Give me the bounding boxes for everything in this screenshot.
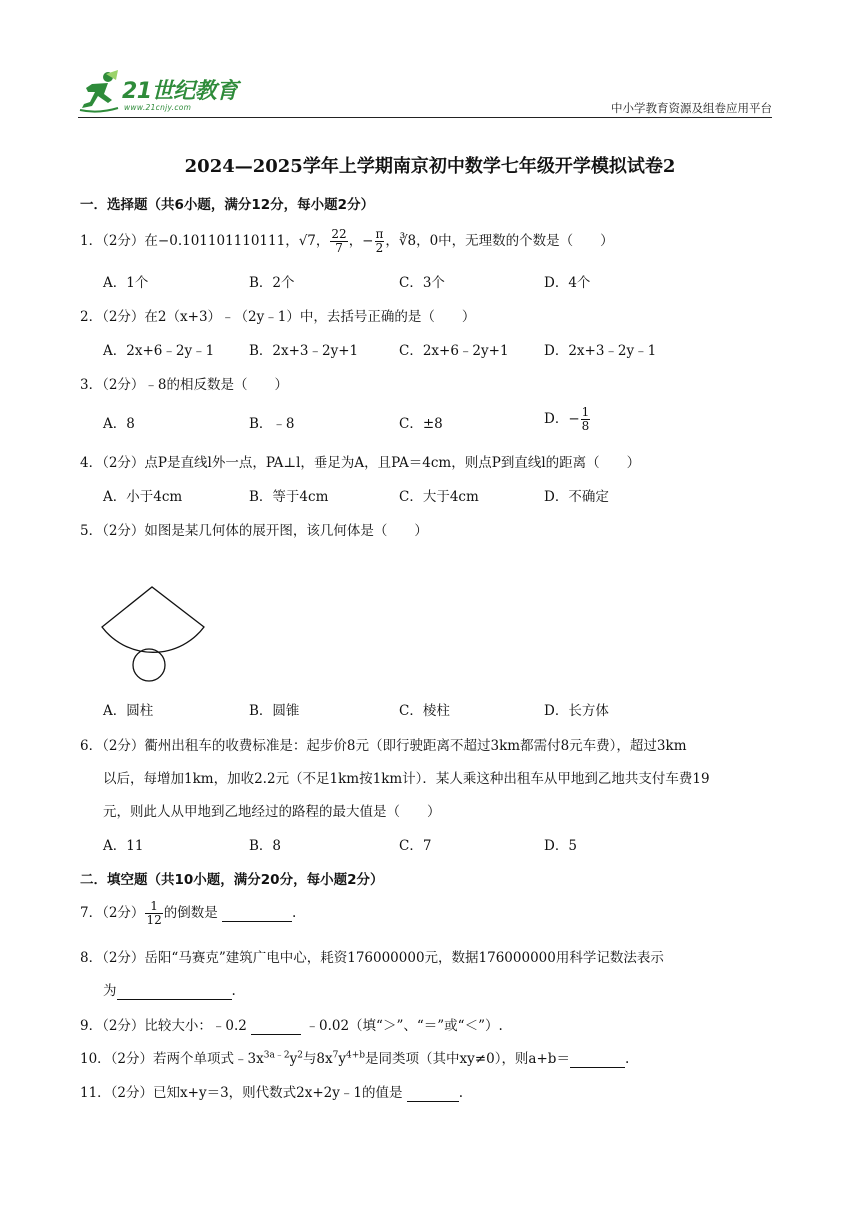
q11-end: . (458, 1085, 464, 1101)
q11-answer-blank[interactable] (407, 1085, 459, 1102)
q4-options (103, 485, 793, 505)
q1-options (103, 271, 793, 291)
q10-y1: y (289, 1051, 298, 1067)
q1-option-d[interactable]: D．4个 (544, 275, 591, 291)
question-4: 4．（2分）点P是直线l外一点，PA⊥l，垂足为A，且PA＝4cm，则点P到直线l的距离（ ） (80, 455, 641, 471)
q9-answer-blank[interactable] (251, 1018, 301, 1035)
q3-d-num: 1 (581, 405, 590, 419)
q3-option-c[interactable]: C．±8 (399, 416, 443, 432)
q10-exp-4: 4+b (346, 1050, 366, 1061)
q3-option-a[interactable]: A．8 (103, 416, 135, 432)
q6-option-b[interactable]: B．8 (249, 838, 282, 854)
question-5: 5．（2分）如图是某几何体的展开图，该几何体是（ ） (80, 523, 428, 539)
q2-option-b[interactable]: B．2x+3﹣2y+1 (249, 343, 359, 359)
q7-answer-blank[interactable] (222, 905, 292, 922)
q5-option-a[interactable]: A．圆柱 (103, 703, 154, 719)
q10-exp-3: 7 (332, 1050, 339, 1061)
q1-option-b[interactable]: B．2个 (249, 275, 295, 291)
q1-pi-den: 2 (375, 241, 384, 255)
q4-option-d[interactable]: D．不确定 (544, 489, 609, 505)
q3-option-b[interactable]: B．﹣8 (249, 416, 295, 432)
q5-option-b[interactable]: B．圆锥 (249, 703, 300, 719)
q10-suffix: 是同类项（其中xy≠0），则a+b＝ (365, 1051, 570, 1067)
question-6-line-3: 元，则此人从甲地到乙地经过的路程的最大值是（ ） (103, 804, 441, 820)
q2-option-d[interactable]: D．2x+3﹣2y﹣1 (544, 343, 657, 359)
q3-option-d-label: D．− (544, 411, 580, 427)
q7-den: 12 (146, 913, 162, 927)
q8-end: . (231, 983, 236, 999)
q3-option-d-fraction (581, 406, 591, 433)
q7-prefix: 7．（2分） (80, 905, 145, 921)
q8-answer-blank[interactable] (117, 983, 232, 1000)
question-8-line-1: 8．（2分）岳阳“马赛克”建筑广电中心，耗资176000000元，数据176000000用科学记数法表示 (80, 950, 664, 966)
site-logo (78, 68, 248, 116)
header-rule (78, 117, 772, 118)
q9-prefix: 9．（2分）比较大小：﹣0.2 (80, 1018, 247, 1034)
question-7 (80, 900, 296, 927)
q7-num: 1 (145, 900, 162, 914)
q2-option-a[interactable]: A．2x+6﹣2y﹣1 (103, 343, 215, 359)
q1-option-a[interactable]: A．1个 (103, 275, 149, 291)
q4-option-b[interactable]: B．等于4cm (249, 489, 329, 505)
logo-text: 21世纪教育 (122, 79, 238, 104)
q2-options (103, 339, 793, 359)
logo-url: www.21cnjy.com (124, 103, 192, 112)
question-6-line-1: 6．（2分）衢州出租车的收费标准是：起步价8元（即行驶距离不超过3km都需付8元车费），超过3km (80, 738, 687, 754)
q6-options (103, 834, 793, 854)
q10-answer-blank[interactable] (570, 1051, 625, 1068)
q8-prefix: 为 (103, 983, 117, 999)
q1-frac-num: 22 (331, 227, 347, 241)
q10-exp-2: 2 (297, 1050, 303, 1061)
q1-prefix: 1．（2分）在−0.101101110111， (80, 233, 299, 249)
question-2: 2．（2分）在2（x+3）﹣（2y﹣1）中，去括号正确的是（ ） (80, 309, 476, 325)
question-11 (80, 1081, 463, 1102)
q7-end: . (292, 905, 297, 921)
q1-sqrt7: √7 (298, 233, 316, 249)
q4-option-c[interactable]: C．大于4cm (399, 489, 479, 505)
q5-option-d[interactable]: D．长方体 (544, 703, 609, 719)
q3-d-den: 8 (581, 419, 590, 433)
question-9 (80, 1014, 503, 1035)
q4-option-a[interactable]: A．小于4cm (103, 489, 183, 505)
question-3: 3．（2分）﹣8的相反数是（ ） (80, 377, 289, 393)
question-10 (80, 1047, 629, 1068)
q7-fraction (145, 900, 162, 927)
q7-suffix: 的倒数是 (163, 905, 218, 921)
q1-pi-fraction (375, 228, 385, 255)
q1-fraction (330, 228, 347, 255)
page-header (78, 64, 772, 120)
q10-mid: 与8x (302, 1051, 333, 1067)
q6-option-d[interactable]: D．5 (544, 838, 577, 854)
cone-net-figure (96, 585, 216, 685)
q11-prefix: 11．（2分）已知x+y＝3，则代数式2x+2y﹣1的值是 (80, 1085, 403, 1101)
q2-option-c[interactable]: C．2x+6﹣2y+1 (399, 343, 509, 359)
runner-logo-icon (78, 70, 122, 114)
q6-option-a[interactable]: A．11 (103, 838, 144, 854)
q10-prefix: 10．（2分）若两个单项式﹣3x (80, 1051, 264, 1067)
page-title: 2024—2025学年上学期南京初中数学七年级开学模拟试卷2 (184, 156, 676, 177)
section-heading-fill: 二．填空题（共10小题，满分20分，每小题2分） (80, 872, 384, 888)
question-6-line-2: 以后，每增加1km，加收2.2元（不足1km按1km计）．某人乘这种出租车从甲地到乙地共支付车费19 (103, 771, 710, 787)
q5-option-c[interactable]: C．棱柱 (399, 703, 450, 719)
q9-suffix: ﹣0.02（填“＞”、“＝”或“＜”）. (305, 1018, 503, 1034)
q6-option-c[interactable]: C．7 (399, 838, 432, 854)
q1-rest: ，∛8，0中，无理数的个数是（ ） (385, 233, 614, 249)
q3-option-d[interactable] (544, 406, 591, 433)
q3-options (103, 405, 793, 433)
q1-pi-num: π (375, 227, 384, 241)
q1-option-c[interactable]: C．3个 (399, 275, 445, 291)
q1-neg: ，− (348, 233, 374, 249)
section-heading-choice: 一．选择题（共6小题，满分12分，每小题2分） (80, 197, 375, 213)
q1-frac-den: 7 (335, 241, 343, 255)
q10-exp-1: 3a﹣2 (263, 1050, 290, 1061)
question-1: 1．（2分）在−0.101101110111，√7， $\frac{22}{7}$ ，− $\frac{\pi}{2}$ ，∛8，0中，无理数的个数是（ ） (80, 227, 614, 255)
q10-y2: y (338, 1051, 347, 1067)
q10-end: . (624, 1051, 630, 1067)
q5-options (103, 699, 793, 719)
question-8-line-2 (103, 979, 236, 1000)
platform-name: 中小学教育资源及组卷应用平台 (611, 101, 772, 115)
